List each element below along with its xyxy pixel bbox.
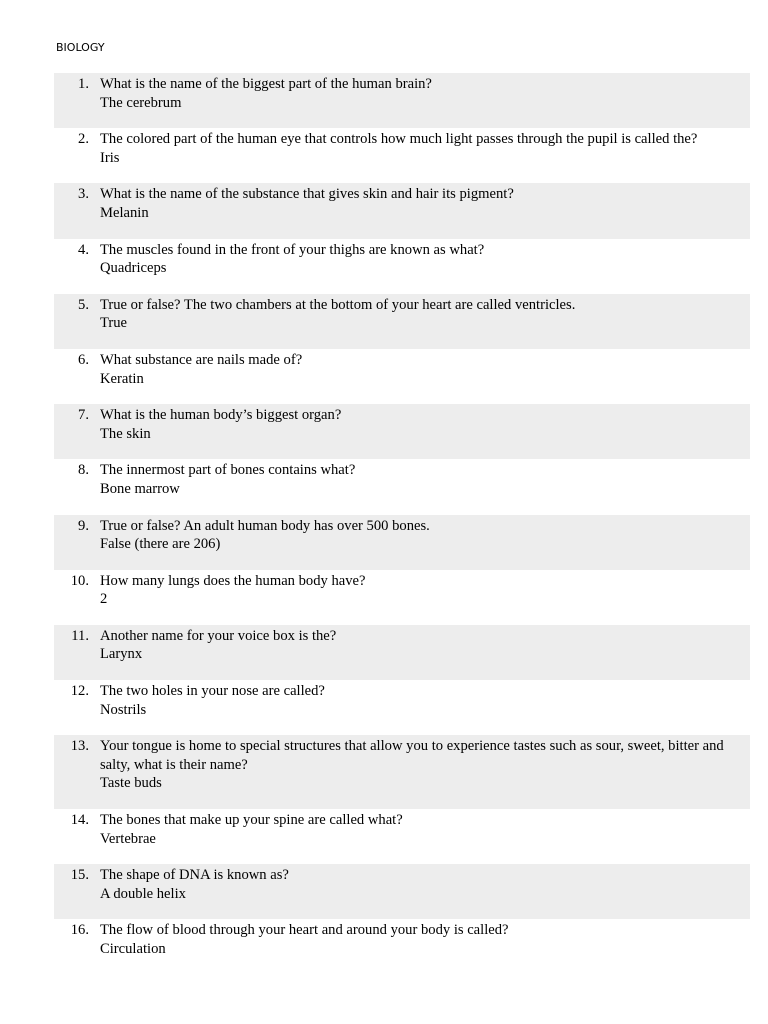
question-text: How many lungs does the human body have? [100, 572, 366, 589]
question-number: 10. [70, 572, 89, 589]
question-text: The bones that make up your spine are called what? [100, 812, 403, 829]
question-item-2 [54, 128, 750, 183]
answer-text: Melanin [100, 204, 149, 221]
answer-text: Nostrils [100, 701, 147, 718]
question-text: What is the name of the biggest part of the human brain? [100, 76, 432, 92]
question-number: 6. [78, 351, 89, 368]
question-item-1 [54, 73, 750, 128]
question-item-10 [54, 570, 750, 625]
question-text: What is the name of the substance that gives skin and hair its pigment? [100, 186, 514, 203]
question-number: 5. [78, 296, 89, 313]
question-text: The shape of DNA is known as? [100, 867, 289, 884]
answer-text: Keratin [100, 370, 144, 387]
question-number: 14. [70, 812, 89, 829]
question-number: 15. [70, 867, 89, 884]
question-item-15 [54, 864, 750, 919]
question-number: 9. [78, 517, 89, 534]
question-text: The colored part of the human eye that controls how much light passes through the pupil is called the? [100, 131, 698, 148]
answer-text: Iris [100, 149, 120, 166]
question-item-13 [54, 735, 750, 809]
question-item-11 [54, 625, 750, 680]
question-number: 11. [71, 627, 89, 644]
question-text: The two holes in your nose are called? [100, 683, 325, 700]
answer-text: A double helix [100, 885, 186, 902]
question-number: 13. [70, 738, 89, 755]
answer-text: True [100, 315, 128, 332]
question-item-7 [54, 404, 750, 459]
answer-text: Vertebrae [100, 830, 156, 847]
question-item-4 [54, 239, 750, 294]
question-item-6 [54, 349, 750, 404]
answer-text: The cerebrum [100, 94, 182, 111]
question-text: The flow of blood through your heart and around your body is called? [100, 922, 509, 939]
question-text: What is the human body’s biggest organ? [100, 407, 342, 424]
answer-text: 2 [100, 591, 108, 608]
question-number: 2. [78, 131, 89, 148]
question-text: The muscles found in the front of your thighs are known as what? [100, 241, 485, 258]
question-text: What substance are nails made of? [100, 351, 303, 368]
question-number: 7. [78, 407, 89, 424]
document-heading: BIOLOGY [56, 41, 105, 54]
answer-text: Taste buds [100, 775, 162, 792]
answer-text: Circulation [100, 941, 166, 957]
question-text: Another name for your voice box is the? [100, 627, 337, 644]
question-number: 12. [70, 683, 89, 700]
answer-text: Quadriceps [100, 260, 167, 277]
answer-text: Larynx [100, 646, 143, 663]
question-number: 16. [70, 922, 89, 939]
question-number: 3. [78, 186, 89, 203]
question-item-8 [54, 459, 750, 514]
question-number: 1. [78, 76, 89, 92]
question-item-16 [54, 919, 750, 974]
question-text: Your tongue is home to special structures that allow you to experience tastes such as sour, sweet, bitter and salty, what is their name? [100, 738, 724, 773]
answer-text: False (there are 206) [100, 536, 221, 553]
question-item-5 [54, 294, 750, 349]
question-item-9 [54, 515, 750, 570]
question-list [54, 73, 750, 975]
question-item-12 [54, 680, 750, 735]
answer-text: Bone marrow [100, 480, 180, 497]
answer-text: The skin [100, 425, 151, 442]
question-text: True or false? The two chambers at the bottom of your heart are called ventricles. [100, 296, 576, 313]
question-number: 8. [78, 462, 89, 479]
question-text: True or false? An adult human body has over 500 bones. [100, 517, 430, 534]
question-item-3 [54, 183, 750, 238]
question-text: The innermost part of bones contains what? [100, 462, 356, 479]
question-number: 4. [78, 241, 89, 258]
question-item-14 [54, 809, 750, 864]
